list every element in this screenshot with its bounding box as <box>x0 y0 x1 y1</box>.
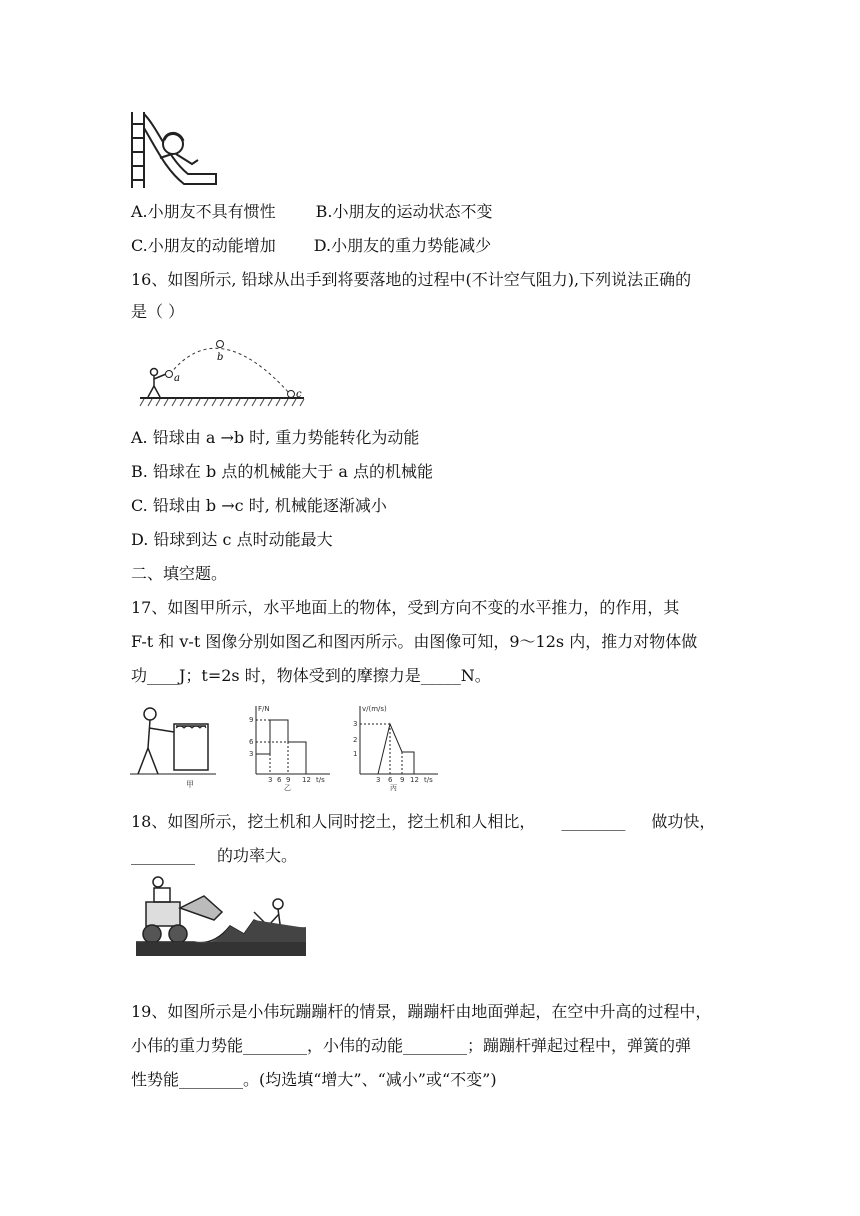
q15-option-a[interactable]: A.小朋友不具有惯性 <box>131 202 276 221</box>
v-tick-1: 1 <box>353 750 358 758</box>
q19-line3: 性势能________。(均选填“增大”、“减小”或“不变”) <box>131 1070 497 1089</box>
q18-text-b: 做功快， <box>651 812 716 831</box>
q18-text-c: 的功率大。 <box>217 846 298 865</box>
t-tick-12: 12 <box>302 776 311 784</box>
excavator-figure <box>134 876 308 956</box>
q15-options-row2 <box>131 236 491 256</box>
fig-label-c: c <box>296 389 302 400</box>
q15-options-row1 <box>131 202 493 222</box>
q16-option-a[interactable]: A. 铅球由 a →b 时, 重力势能转化为动能 <box>131 428 420 447</box>
f-tick-6: 6 <box>249 738 254 746</box>
t2-tick-6: 6 <box>388 776 393 784</box>
f-axis-label: F/N <box>258 705 270 713</box>
fig-label-a: a <box>174 373 180 384</box>
push-figure <box>128 702 218 792</box>
velocity-time-graph <box>348 702 442 792</box>
q18-line1 <box>131 812 715 832</box>
q15-option-b[interactable]: B.小朋友的运动状态不变 <box>315 202 493 221</box>
fig-caption-yi: 乙 <box>284 784 291 792</box>
q16-stem-line2: 是（ ） <box>131 302 185 321</box>
t-tick-3: 3 <box>268 776 273 784</box>
q16-option-d[interactable]: D. 铅球到达 c 点时动能最大 <box>131 530 333 549</box>
t2-tick-12: 12 <box>410 776 419 784</box>
q17-line3: 功____J；t=2s 时，物体受到的摩擦力是_____N。 <box>131 666 491 685</box>
slide-figure <box>128 108 218 190</box>
v-axis-label: v/(m/s) <box>362 705 387 713</box>
q18-blank-1[interactable]: ________ <box>561 812 626 831</box>
q15-option-d[interactable]: D.小朋友的重力势能减少 <box>313 236 492 255</box>
v-tick-2: 2 <box>353 736 358 744</box>
fig-caption-jia: 甲 <box>186 780 194 789</box>
section-heading: 二、填空题。 <box>131 564 228 583</box>
t-tick-6: 6 <box>277 776 282 784</box>
q16-option-c[interactable]: C. 铅球由 b →c 时, 机械能逐渐减小 <box>131 496 387 515</box>
force-time-graph <box>244 702 334 792</box>
q18-text-a: 18、如图所示，挖土机和人同时挖土，挖土机和人相比， <box>131 812 536 831</box>
q16-stem-line1: 16、如图所示, 铅球从出手到将要落地的过程中(不计空气阻力),下列说法正确的 <box>131 270 692 289</box>
t-tick-9: 9 <box>286 776 291 784</box>
f-tick-3: 3 <box>249 750 254 758</box>
q17-line1: 17、如图甲所示，水平地面上的物体，受到方向不变的水平推力，的作用，其 <box>131 598 680 617</box>
shotput-figure <box>138 334 308 408</box>
t2-tick-9: 9 <box>400 776 405 784</box>
fig-caption-bing: 丙 <box>390 784 397 792</box>
q18-line2 <box>131 846 297 866</box>
q17-line2: F-t 和 v-t 图像分别如图乙和图丙所示。由图像可知，9～12s 内，推力对物体做 <box>131 632 698 651</box>
q19-line2: 小伟的重力势能________，小伟的动能________；蹦蹦杆弹起过程中，弹簧的弹 <box>131 1036 692 1055</box>
q19-line1: 19、如图所示是小伟玩蹦蹦杆的情景，蹦蹦杆由地面弹起，在空中升高的过程中， <box>131 1002 712 1021</box>
q15-option-c[interactable]: C.小朋友的动能增加 <box>131 236 276 255</box>
q16-option-b[interactable]: B. 铅球在 b 点的机械能大于 a 点的机械能 <box>131 462 434 481</box>
q18-blank-2[interactable]: ________ <box>131 846 195 865</box>
t2-axis-label: t/s <box>424 776 433 784</box>
fig-label-b: b <box>217 352 224 363</box>
t2-tick-3: 3 <box>376 776 381 784</box>
f-tick-9: 9 <box>249 716 254 724</box>
t-axis-label: t/s <box>316 776 325 784</box>
v-tick-3: 3 <box>353 720 358 728</box>
